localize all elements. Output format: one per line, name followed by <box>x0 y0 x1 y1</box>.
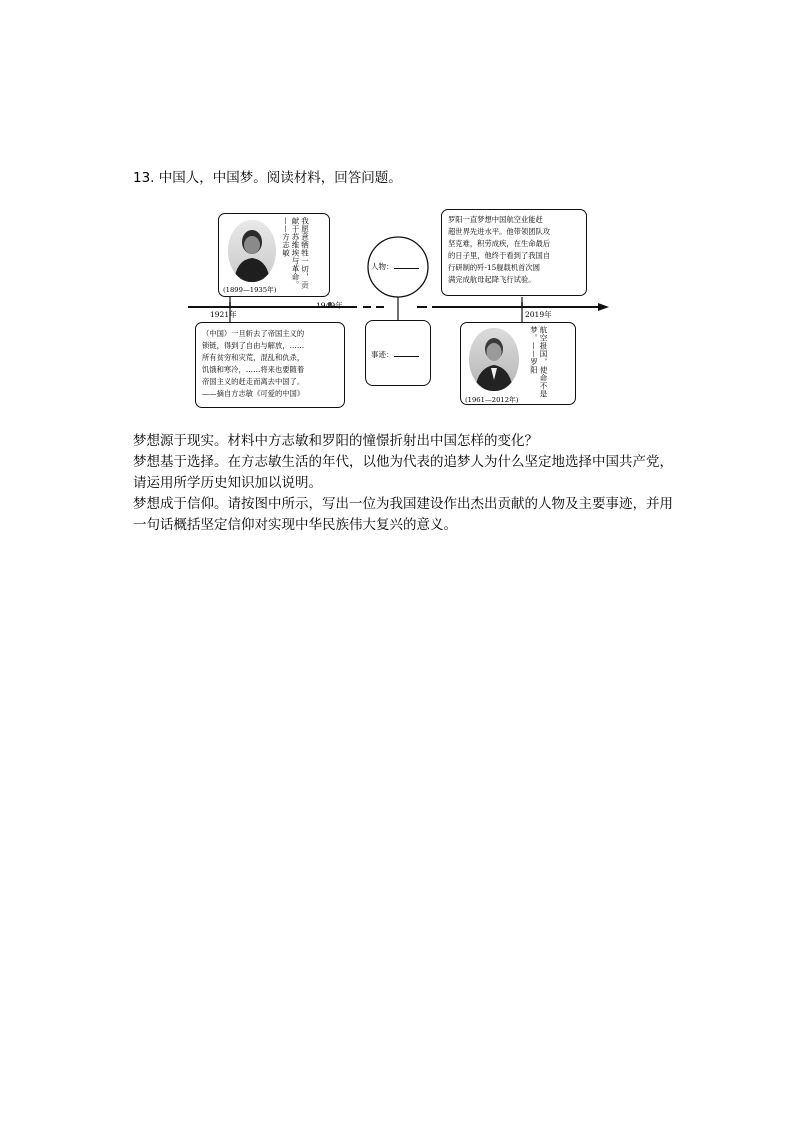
fang-text-line: 所有贫穷和灾荒，混乱和仇杀， <box>202 353 305 362</box>
person-blank <box>371 261 419 272</box>
deed-box <box>365 320 431 386</box>
question-part-3: 梦想成于信仰。请按图中所示，写出一位为我国建设作出杰出贡献的人物及主要事迹，并用一句话概括坚定信仰对实现中华民族伟大复兴的意义。 <box>133 496 673 533</box>
luo-quote: 航空报国，使命不是梦。——罗阳 <box>529 326 548 398</box>
luo-text-line: 满完成航母起降飞行试验。 <box>448 275 536 284</box>
luo-portrait-box <box>460 322 576 405</box>
fang-photo <box>228 220 276 282</box>
portrait-icon <box>228 220 276 282</box>
fang-text-line: 锁链，得到了自由与解放，…… <box>202 341 305 350</box>
luo-life-dates: (1961—2012年) <box>465 396 519 404</box>
year-1949: 1949年 <box>316 301 343 310</box>
luo-text-line: 行研制的歼-15舰载机首次圆 <box>448 263 541 272</box>
fang-text-source: ——摘自方志敏《可爱的中国》 <box>202 389 305 398</box>
portrait-icon <box>469 328 519 391</box>
fang-quote: 我愿意牺牲一切，贡献于苏维埃与革命。——方志敏 <box>281 217 310 289</box>
deed-label: 事迹： <box>371 350 394 359</box>
luo-text-line: 罗阳一直梦想中国航空业能赶 <box>448 215 543 224</box>
person-label: 人物： <box>371 262 394 271</box>
luo-text-box <box>441 209 587 296</box>
fang-portrait-box <box>218 213 330 297</box>
fang-life-dates: (1899—1935年) <box>223 286 277 294</box>
luo-text-line: 超世界先进水平。他带领团队攻 <box>448 227 551 236</box>
fang-text-box <box>195 322 345 408</box>
fang-text-line: 帝国主义的赶走而离去中国了。 <box>202 377 305 386</box>
timeline-figure <box>185 205 610 410</box>
year-2019: 2019年 <box>525 310 552 319</box>
year-1921: 1921年 <box>210 310 237 319</box>
fang-text-line: 饥饿和寒冷，……将来也要随着 <box>202 365 305 374</box>
luo-photo <box>469 328 519 391</box>
question-part-1: 梦想源于现实。材料中方志敏和罗阳的憧憬折射出中国怎样的变化？ <box>133 433 538 449</box>
question-part-2: 梦想基于选择。在方志敏生活的年代，以他为代表的追梦人为什么坚定地选择中国共产党，请运用所学历史知识加以说明。 <box>133 454 673 491</box>
luo-text-line: 坚克难，积劳成疾，在生命最后 <box>448 239 551 248</box>
fang-text-line: （中国）一旦斩去了帝国主义的 <box>202 329 305 338</box>
luo-text-line: 的日子里，他终于看到了我国自 <box>448 251 551 260</box>
question-title: 13. 中国人，中国梦。阅读材料，回答问题。 <box>133 170 402 186</box>
